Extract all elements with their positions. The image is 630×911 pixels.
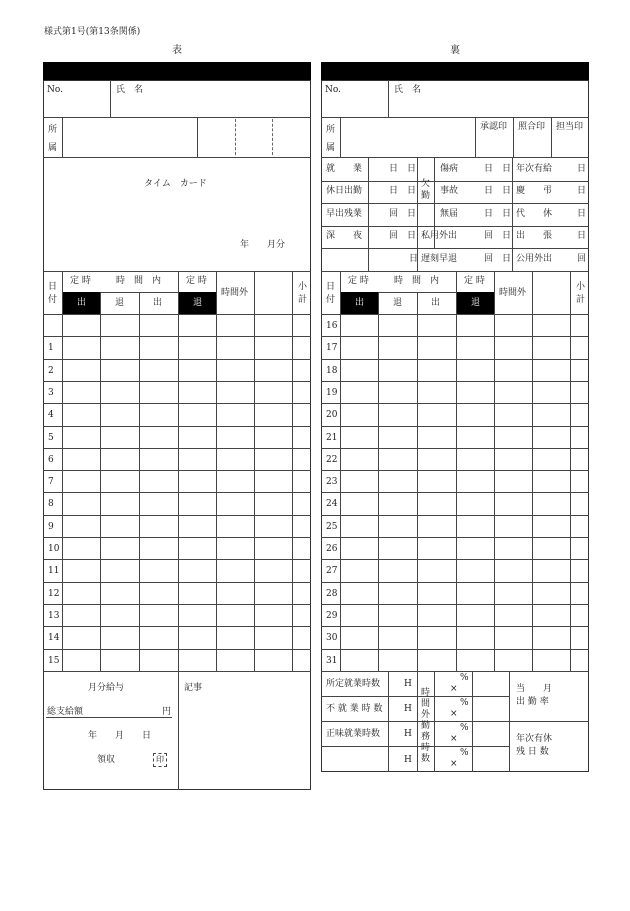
back-stat-kekkin: 欠勤 xyxy=(421,179,431,201)
back-row-line xyxy=(321,604,589,605)
back-vline xyxy=(494,271,495,671)
back-row-line xyxy=(321,582,589,583)
front-row-line xyxy=(43,336,311,337)
back-vline xyxy=(417,292,418,671)
back-row-line xyxy=(321,448,589,449)
back-stat-daikyu: 代 休 xyxy=(516,209,553,219)
front-row-line xyxy=(43,426,311,427)
back-stamp-check: 照合印 xyxy=(518,122,546,132)
back-hline xyxy=(321,157,589,158)
back-vline xyxy=(456,271,457,671)
back-sum-remain-2: 残 日 数 xyxy=(516,747,549,757)
back-stat-shugyo: 就 業 xyxy=(326,164,363,174)
front-hline xyxy=(43,314,311,315)
back-hline xyxy=(321,203,589,204)
back-row-line xyxy=(321,559,589,560)
back-day-number: 19 xyxy=(326,388,338,398)
front-hline xyxy=(43,271,311,272)
back-hline xyxy=(434,746,509,747)
back-row-line xyxy=(321,381,589,382)
back-col-day-2: 付 xyxy=(326,295,336,305)
back-sum-seimi: 正味就業時数 xyxy=(326,729,381,739)
back-sum-percent: % xyxy=(460,723,469,733)
back-day-number: 25 xyxy=(326,522,338,532)
front-day-number: 6 xyxy=(48,455,54,465)
front-day-number: 10 xyxy=(48,544,60,554)
back-stat-shiyo: 私用外出 xyxy=(421,231,458,241)
front-col-shutsu-2: 出 xyxy=(153,298,163,308)
front-year-month: 年 月分 xyxy=(240,240,286,250)
back-sum-times: × xyxy=(450,709,458,719)
back-unit-nichi: 日 日 xyxy=(389,186,417,196)
front-divider xyxy=(197,117,198,157)
back-stat-chikoku: 遅刻早退 xyxy=(421,254,458,264)
front-vline xyxy=(100,292,101,671)
back-vline xyxy=(570,271,571,671)
back-stat-kyujitsu: 休日出勤 xyxy=(326,186,363,196)
back-unit-kai: 回 日 xyxy=(389,209,417,219)
back-stamp-charge: 担当印 xyxy=(556,122,584,132)
back-day-number: 17 xyxy=(326,343,338,353)
front-hline xyxy=(43,117,311,118)
back-stat-jiko: 事故 xyxy=(440,186,459,196)
back-hline xyxy=(321,721,434,722)
back-sum-overtime: 時間外勤務時数 xyxy=(421,688,431,764)
front-dashed xyxy=(272,119,273,155)
front-row-line xyxy=(43,515,311,516)
back-col-tai-2: 退 xyxy=(471,298,481,308)
front-col-jikannai: 時 間 内 xyxy=(116,276,162,286)
front-hline xyxy=(43,157,311,158)
front-top-bar xyxy=(43,62,311,80)
front-col-day-1: 日 xyxy=(48,282,58,292)
front-col-teiji-2: 定 時 xyxy=(186,276,207,286)
back-stat-nenji: 年次有給 xyxy=(516,164,553,174)
back-sum-shotei: 所定就業時数 xyxy=(326,679,381,689)
front-row-line xyxy=(43,492,311,493)
back-stat-mutodoke: 無届 xyxy=(440,209,459,219)
back-hline xyxy=(321,271,589,272)
front-day-number: 12 xyxy=(48,589,60,599)
back-row-line xyxy=(321,515,589,516)
back-stat-hayade: 早出残業 xyxy=(326,209,363,219)
front-day-number: 1 xyxy=(48,343,54,353)
back-unit-nichi: 日 日 xyxy=(484,209,512,219)
back-hline xyxy=(321,696,434,697)
back-sum-hour: H xyxy=(404,679,412,689)
back-day-number: 26 xyxy=(326,544,338,554)
back-vline xyxy=(512,157,513,271)
back-no-label: No. xyxy=(325,85,341,95)
front-day-number: 11 xyxy=(48,566,60,576)
back-hline xyxy=(321,746,434,747)
back-unit-nichi: 日 日 xyxy=(484,164,512,174)
back-day-number: 28 xyxy=(326,589,338,599)
back-col-shokei-2: 計 xyxy=(576,295,586,305)
front-col-day-2: 付 xyxy=(48,295,58,305)
back-sum-attendance-1: 当 月 xyxy=(516,684,553,694)
front-total-label: 総支給額 xyxy=(47,707,84,717)
back-sum-times: × xyxy=(450,734,458,744)
back-col-shutsu-2: 出 xyxy=(431,298,441,308)
front-vline xyxy=(216,271,217,671)
back-stat-shobyo: 傷病 xyxy=(440,164,459,174)
front-vline xyxy=(178,671,179,790)
back-row-line xyxy=(321,470,589,471)
back-hline xyxy=(321,248,589,249)
front-hline xyxy=(43,671,311,672)
front-row-line xyxy=(43,448,311,449)
front-dept-label-2: 属 xyxy=(48,143,58,153)
back-divider xyxy=(388,80,389,117)
back-day-number: 27 xyxy=(326,566,338,576)
back-day-number: 23 xyxy=(326,477,338,487)
front-row-line xyxy=(43,470,311,471)
back-unit-kai: 回 xyxy=(577,254,587,264)
back-col-shokei-1: 小 xyxy=(576,282,586,292)
back-sum-percent: % xyxy=(460,748,469,758)
front-vline xyxy=(139,292,140,671)
back-col-tai-1: 退 xyxy=(393,298,403,308)
back-day-number: 22 xyxy=(326,455,338,465)
back-unit-nichi: 日 xyxy=(577,209,587,219)
back-day-number: 31 xyxy=(326,656,338,666)
front-dashed xyxy=(235,119,236,155)
back-day-number: 20 xyxy=(326,410,338,420)
back-vline xyxy=(340,271,341,671)
back-sum-remain-1: 年次有休 xyxy=(516,734,553,744)
back-unit-nichi: 日 日 xyxy=(389,164,417,174)
front-vline xyxy=(292,271,293,671)
back-hline xyxy=(434,696,509,697)
back-side-title: 裏 xyxy=(450,45,460,56)
back-unit-kai-h: 回 日 xyxy=(484,254,512,264)
back-row-line xyxy=(321,626,589,627)
back-hline xyxy=(434,721,589,722)
back-sum-percent: % xyxy=(460,673,469,683)
front-day-number: 13 xyxy=(48,611,60,621)
back-hline xyxy=(321,181,589,182)
front-col-teiji-1: 定 時 xyxy=(70,276,91,286)
back-divider xyxy=(513,117,514,157)
back-sum-times: × xyxy=(450,684,458,694)
front-date-label: 年 月 日 xyxy=(88,731,152,741)
front-day-number: 9 xyxy=(48,522,54,532)
back-unit-nichi: 日 xyxy=(577,164,587,174)
back-hline xyxy=(321,226,589,227)
back-name-label: 氏 名 xyxy=(394,85,422,95)
back-vline xyxy=(368,157,369,271)
front-dept-label-1: 所 xyxy=(48,125,58,135)
front-row-line xyxy=(43,403,311,404)
back-top-bar xyxy=(321,62,589,80)
front-name-label: 氏 名 xyxy=(116,85,144,95)
back-day-number: 21 xyxy=(326,433,338,443)
back-stamp-approval: 承認印 xyxy=(480,122,508,132)
front-receipt-label: 領収 xyxy=(97,755,116,765)
front-day-number: 8 xyxy=(48,499,54,509)
back-col-jikangai: 時間外 xyxy=(499,288,527,298)
front-col-shokei-1: 小 xyxy=(298,282,308,292)
front-salary-label: 月分給与 xyxy=(88,683,125,693)
back-col-teiji-1: 定 時 xyxy=(348,276,369,286)
front-day-number: 2 xyxy=(48,366,54,376)
back-sum-hour: H xyxy=(404,755,412,765)
front-row-line xyxy=(43,537,311,538)
form-label: 様式第1号(第13条関係) xyxy=(44,27,141,37)
front-day-number: 14 xyxy=(48,633,60,643)
front-notes-label: 記事 xyxy=(184,683,203,693)
back-sum-hour: H xyxy=(404,729,412,739)
back-row-line xyxy=(321,649,589,650)
back-day-number: 29 xyxy=(326,611,338,621)
back-sum-fushugyo: 不 就 業 時 数 xyxy=(326,704,383,714)
back-vline xyxy=(378,292,379,671)
back-divider xyxy=(340,117,341,157)
back-day-number: 18 xyxy=(326,366,338,376)
front-col-shokei-2: 計 xyxy=(298,295,308,305)
front-row-line xyxy=(43,626,311,627)
back-hline xyxy=(321,117,589,118)
back-col-jikannai: 時 間 内 xyxy=(394,276,440,286)
front-divider xyxy=(62,117,63,157)
front-day-number: 7 xyxy=(48,477,54,487)
front-side-title: 表 xyxy=(172,45,182,56)
front-col-jikangai: 時間外 xyxy=(221,288,249,298)
back-stat-shinya: 深 夜 xyxy=(326,231,363,241)
back-divider xyxy=(551,117,552,157)
back-stat-keicho: 慶 弔 xyxy=(516,186,553,196)
back-divider xyxy=(475,117,476,157)
back-col-teiji-2: 定 時 xyxy=(464,276,485,286)
front-day-number: 15 xyxy=(48,656,60,666)
back-sum-times: × xyxy=(450,759,458,769)
front-row-line xyxy=(43,381,311,382)
front-day-number: 4 xyxy=(48,410,54,420)
front-day-number: 3 xyxy=(48,388,54,398)
back-row-line xyxy=(321,492,589,493)
front-row-line xyxy=(43,582,311,583)
back-row-line xyxy=(321,403,589,404)
front-col-tai-2: 退 xyxy=(193,298,203,308)
back-dept-label-1: 所 xyxy=(326,125,336,135)
back-col-day-1: 日 xyxy=(326,282,336,292)
back-unit-kai-h: 回 日 xyxy=(484,231,512,241)
back-dept-label-2: 属 xyxy=(326,143,336,153)
front-row-line xyxy=(43,559,311,560)
front-vline xyxy=(178,271,179,671)
front-col-shutsu: 出 xyxy=(77,298,87,308)
back-sum-hour: H xyxy=(404,704,412,714)
back-vline xyxy=(532,271,533,671)
back-stat-koyo: 公用外出 xyxy=(516,254,553,264)
front-row-line xyxy=(43,359,311,360)
front-total-underline xyxy=(46,717,172,718)
back-row-line xyxy=(321,426,589,427)
back-hline xyxy=(321,314,589,315)
back-hline xyxy=(321,671,589,672)
back-col-shutsu: 出 xyxy=(355,298,365,308)
back-row-line xyxy=(321,359,589,360)
back-row-line xyxy=(321,336,589,337)
back-row-line xyxy=(321,537,589,538)
front-vline xyxy=(62,271,63,671)
back-unit-nichi: 日 xyxy=(577,231,587,241)
front-card-title: タイム カード xyxy=(144,179,207,189)
back-unit-nichi-h: 日 xyxy=(409,254,419,264)
front-seal-icon: 印 xyxy=(153,753,167,767)
back-day-number: 24 xyxy=(326,499,338,509)
back-day-number: 16 xyxy=(326,321,338,331)
back-unit-nichi: 日 日 xyxy=(484,186,512,196)
front-yen: 円 xyxy=(162,707,172,717)
front-vline xyxy=(254,271,255,671)
front-col-tai-1: 退 xyxy=(115,298,125,308)
back-sum-percent: % xyxy=(460,698,469,708)
back-stat-shutcho: 出 張 xyxy=(516,231,553,241)
back-sum-attendance-2: 出 勤 率 xyxy=(516,697,549,707)
back-day-number: 30 xyxy=(326,633,338,643)
front-row-line xyxy=(43,604,311,605)
front-day-number: 5 xyxy=(48,433,54,443)
back-unit-kai: 回 日 xyxy=(389,231,417,241)
back-unit-nichi: 日 xyxy=(577,186,587,196)
front-divider xyxy=(110,80,111,117)
front-no-label: No. xyxy=(47,85,63,95)
front-row-line xyxy=(43,649,311,650)
